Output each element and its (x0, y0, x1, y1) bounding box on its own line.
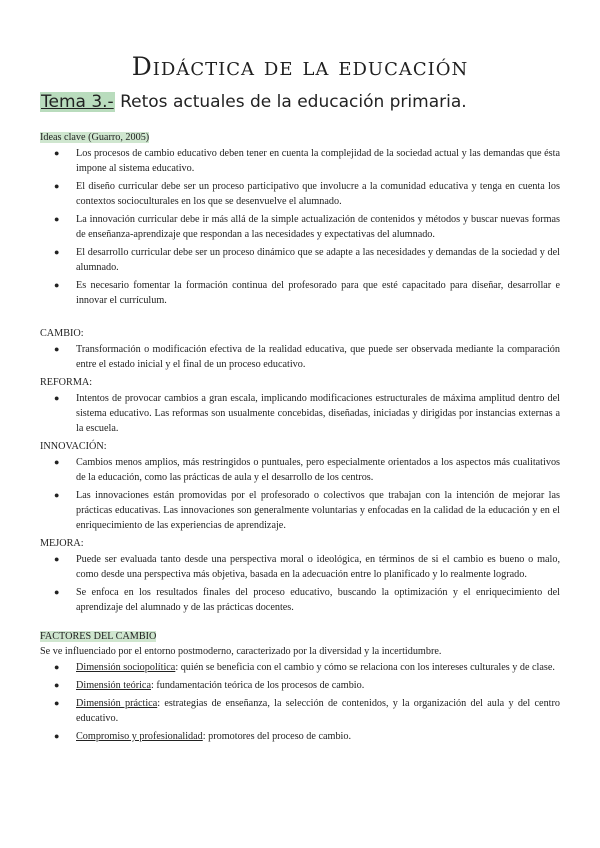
list-item: ● Se enfoca en los resultados finales del proceso educativo, buscando la optimización y el enriquecimiento del aprendizaje del alumnado y de las prácticas docentes. (76, 585, 560, 615)
list-item: ● Las innovaciones están promovidas por el profesorado o colectivos que trabajan con la intención de mejorar las prácticas educativas. Las innovaciones son generalmente voluntarias y enfocadas en la calidad de la educación y en el enriquecimiento de las experiencias de aprendizaje. (76, 488, 560, 533)
factores-intro: Se ve influenciado por el entorno postmoderno, caracterizado por la diversidad y la incertidumbre. (40, 646, 442, 657)
reforma-heading: REFORMA: (40, 377, 93, 388)
list-item: ● Intentos de provocar cambios a gran escala, implicando modificaciones estructurales de máxima amplitud dentro del sistema educativo. Las reformas son usualmente concebidas, diseñadas, iniciadas y dirigidas por instancias externas a la escuela. (76, 391, 560, 436)
list-item: ● Los procesos de cambio educativo deben tener en cuenta la complejidad de la sociedad actual y las demandas que ésta impone al sistema educativo. (76, 146, 560, 176)
list-item: ● Transformación o modificación efectiva de la realidad educativa, que puede ser observada mediante la comparación entre el estado inicial y el final de un proceso educativo. (76, 342, 560, 372)
list-item (76, 729, 560, 744)
tema-text: Retos actuales de la educación primaria. (114, 92, 467, 112)
tema-label: Tema 3.- (41, 92, 114, 112)
list-item: ● La innovación curricular debe ir más allá de la simple actualización de contenidos y métodos y buscar nuevas formas de enseñanza-aprendizaje que respondan a las necesidades y expectativas del alumnado. (76, 212, 560, 242)
factor-desc: : promotores del proceso de cambio. (202, 731, 352, 742)
factor-term: Dimensión práctica (76, 698, 158, 709)
factor-desc: : fundamentación teórica de los procesos de cambio. (150, 680, 365, 691)
page-title: Didáctica de la educación (131, 52, 469, 81)
innovacion-heading: INNOVACIÓN: (40, 441, 107, 452)
innovacion-list (40, 455, 560, 533)
ideas-heading: Ideas clave (Guarro, 2005) (40, 132, 150, 143)
factor-desc: : estrategias de enseñanza, la selección de contenidos, y la organización del aula y del centro educativo. (76, 698, 560, 724)
list-item (76, 696, 560, 726)
cambio-heading: CAMBIO: (40, 328, 84, 339)
page-subtitle (40, 92, 570, 112)
list-item: ● El desarrollo curricular debe ser un proceso dinámico que se adapte a las necesidades y demandas de la sociedad y del alumnado. (76, 245, 560, 275)
list-item: ● Cambios menos amplios, más restringidos o puntuales, pero especialmente orientados a los aspectos más cualitativos de la educación, como las prácticas de aula y el desarrollo de los centros. (76, 455, 560, 485)
list-item: ● Es necesario fomentar la formación continua del profesorado para que esté capacitado para diseñar, desarrollar e innovar el currículum. (76, 278, 560, 308)
mejora-heading: MEJORA: (40, 538, 84, 549)
list-item (76, 660, 560, 675)
list-item: ● Puede ser evaluada tanto desde una perspectiva moral o ideológica, en términos de si el cambio es bueno o malo, como desde una perspectiva más objetiva, basada en la adecuación entre lo planificado y lo realmente logrado. (76, 552, 560, 582)
factor-term: Compromiso y profesionalidad (76, 731, 203, 742)
ideas-list (40, 146, 560, 308)
factores-list (40, 660, 560, 744)
document-body (40, 130, 560, 747)
list-item: ● El diseño curricular debe ser un proceso participativo que involucre a la comunidad educativa y tenga en cuenta los contextos socioculturales en los que se desenvuelve el alumnado. (76, 179, 560, 209)
mejora-list (40, 552, 560, 615)
factor-desc: : quién se beneficia con el cambio y cómo se relaciona con los intereses culturales y de clase. (175, 662, 555, 673)
factor-term: Dimensión teórica (76, 680, 151, 691)
cambio-list (40, 342, 560, 372)
factores-heading: FACTORES DEL CAMBIO (40, 631, 157, 642)
list-item (76, 678, 560, 693)
factor-term: Dimensión sociopolítica (76, 662, 176, 673)
reforma-list (40, 391, 560, 436)
